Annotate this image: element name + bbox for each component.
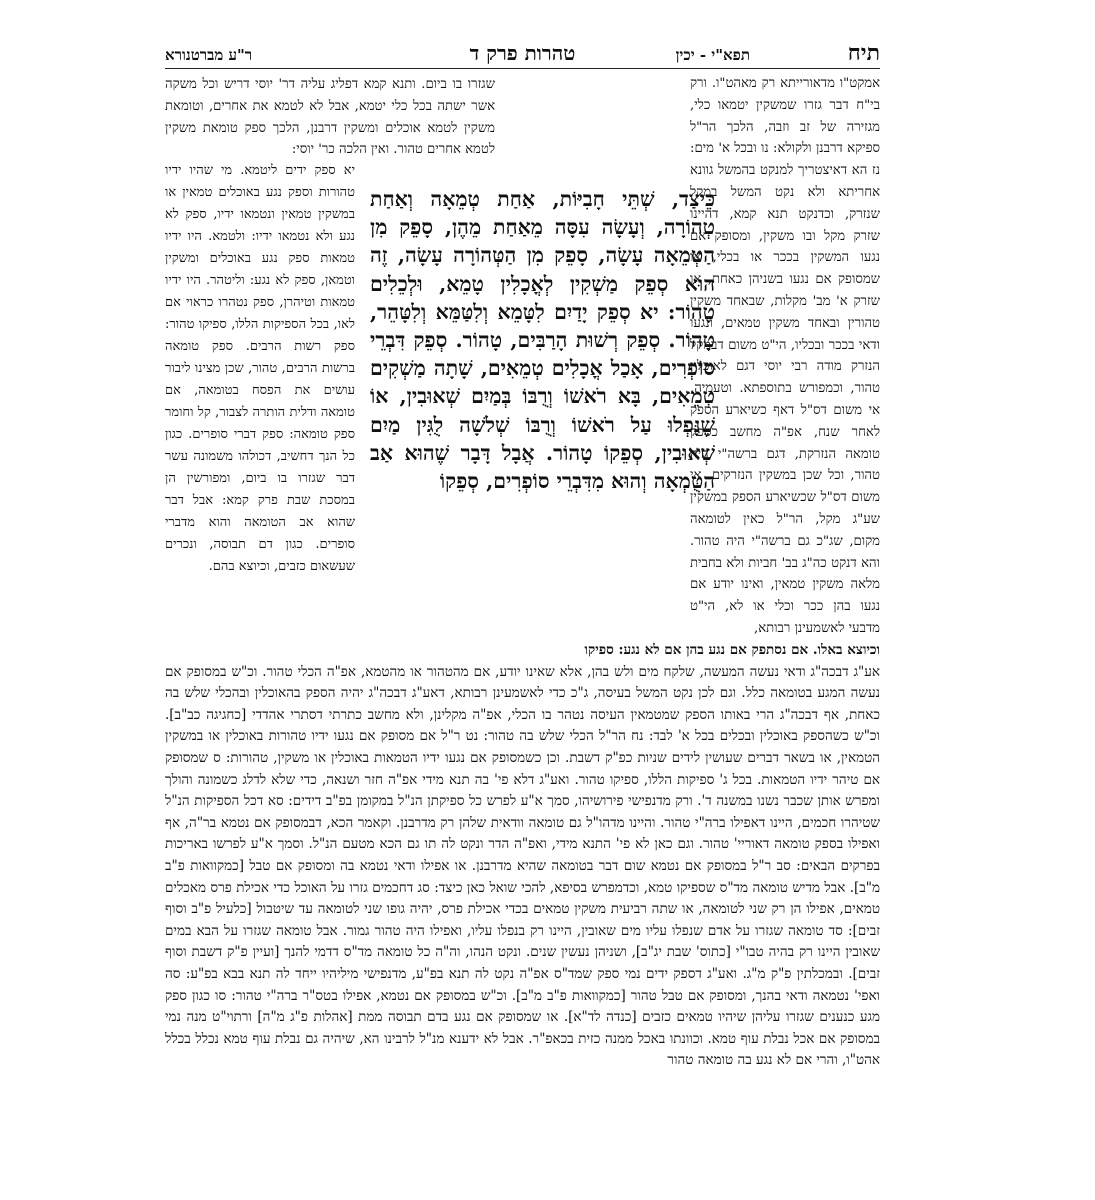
bartenura-commentary-column xyxy=(165,160,355,640)
commentary-left-top-text: שגזרו בו ביום. ותנא קמא דפליג עליה דר' יוסי דריש וכל משקה אשר ישתה בכל כלי יטמא, אבל לא לטמא את אחרים, וטומאת משקין לטמא אוכלים ומשקין דרבנן, הלכך ספק טומאת משקין לטמא אחרים טהור. ואין הלכה כר' יוסי: xyxy=(165,77,495,158)
mishnah-text: כֵּיצַד, שְׁתֵּי חָבִיּוֹת, אַחַת טְמֵאָה וְאַחַת טְהוֹרָה, וְעָשָׂה עִסָּה מֵאַחַת מֵהֶן, סָפֵק מִן הַטְּמֵאָה עָשָׂה, סָפֵק מִן הַטְּהוֹרָה עָשָׂה, זֶה הוּא סְפֵק מַשְׁקִין לְאֳכָלִין טָמֵא, וּלְכֵלִים טָהוֹר: יא סְפֵק יָדַיִם לִטָּמֵא וְלִטַּמֵּא וְלִטָּהֵר, טָהוֹר. סְפֵק רְשׁוּת הָרַבִּים, טָהוֹר. סְפֵק דִּבְרֵי סוֹפְרִים, אָכַל אֳכָלִים טְמֵאִים, שָׁתָה מַשְׁקִים טְמֵאִים, בָּא רֹאשׁוֹ וְרֻבּוֹ בְּמַיִם שְׁאוּבִין, אוֹ שֶׁנָּפְלוּ עַל רֹאשׁוֹ וְרֻבּוֹ שְׁלשָׁה לֻגִּין מַיִם שְׁאוּבִין, סְפֵקוֹ טָהוֹר. אֲבָל דָּבָר שֶׁהוּא אַב הַטֻּמְאָה וְהוּא מִדִּבְרֵי סוֹפְרִים, סְפֵקוֹ xyxy=(370,187,715,494)
header-right-label: תפא"י - יכין xyxy=(675,46,750,64)
page-number: תיח xyxy=(847,40,880,66)
commentary-right-column xyxy=(690,73,880,638)
bottom-intro-line: וכיוצא באלו. אם נסתפק אם נגע בהן אם לא נגע: ספיקו xyxy=(584,642,880,658)
bottom-commentary-text: אע"ג דבכה"ג ודאי נעשה המעשה, שלקח מים ולש בהן, אלא שאינו יודע, אם מהטהור או מהטמא, אפ"ה הכלי טהור. וכ"ש במסופק אם נעשה המגע בטומאה כלל. וגם לכן נקט המשל בעיסה, ג"כ כדי לאשמעינן רבותא, דאע"ג דבכה"ג יהיה הספק בהאוכלין ובהכלי שלש בה כאחת, אף דבכה"ג הרי באותו הספק שמטמאין העיסה נטהר בו הכלי, אפ"ה מקלינן, ולא מחשב כתרתי דסתרי אהדדי [כחגיגה כב"ב]. וכ"ש כשהספק באוכלין ובכלים בכל א' לבד: נח הר"ל הכלי שלש בה טהור: נט ר"ל אם מסופק אם נגעו ידיו טהורות באוכלין או במשקין הטמאין, או בשאר דברים שעושין לידים שניות כפ"ק דשבת. וכן כשמסופק אם נגעו ידיו הטמאות באוכלין או משקין, טהורות: ס שמסופק אם טיהר ידיו הטמאות. בכל ג' ספיקות הללו, ספיקו טהור. ואע"ג דלא פי' בה תנא מידי אפ"ה חזר ושנאה, כדי שלא לדלג כשמונה והולך ומפרש אותן שכבר נשנו במשנה ד'. ורק מדנפישי פירושיהו, סמך א"ע לפרש כל ספיקתן הנ"ל במקומן בפ"ב דידים: סא דכל הספיקות הנ"ל שטיהרו חכמים, היינו דאפילו ברה"י טהור. והיינו מדהו"ל גם טומאה וודאית שלהן רק מדרבנן. וקאמר הכא, דבמסופק אם נטמא בר"ה, אף ואפילו בספק טומאה דאוריי' טהור. וגם כאן לא פי' התנא מידי, ואפ"ה הדר ונקט לה תו גם הכא מטעם הנ"ל. וסמך א"ע לפרשו באריכות בפרקים הבאים: סב ר"ל במסופק אם נטמא שום דבר בטומאה שהיא מדרבנן. או אפילו ודאי נטמא בה ומסופק אם טבל [כמקוואות פ"ב מ"ב]. אבל מדיש טומאה מד"ס שספיקו טמא, וכדמפרש בסיפא, להכי שואל כאן כיצד: סג דחכמים גזרו על האוכל כדי אכילת פרס מאכלים טמאים, אפילו הן רק שני לטומאה, או שתה רביעית משקין טמאים בכדי אכילת פרס, יהיה גופו שני לטומאה עד שיטבול [כלעיל פ"ב וסוף זבים]: סד טומאה שגזרו על אדם שנפלו עליו מים שאובין, היינו רק בנפלו עליו, ואפילו היה טהור גמור. אבל טומאה שגזרו על הבא במים שאובין היינו רק בהיה טבו"י [כתוס' שבת יג"ב], ושניהן נעשין שנים. ונקט הנהו, וה"ה כל טומאה מד"ס דדמי להנך [ועיין פ"ק דשבת וסוף זבים]. ובמכלתין פ"ק מ"ג. ואע"ג דספק ידים נמי ספק שמד"ס אפ"ה נקט לה תנא בפ"ע, מדנפישי מיליהיו ייחד לה תנא בבא בפ"ע: סה ואפי' נטמאה ודאי בהנך, ומסופק אם טבל טהור [כמקוואות פ"ב מ"ב]. וכ"ש במסופק אם נטמא, אפילו בטס"ר ברה"י טהור: סו כגון ספק מגע כנענים שגזרו עליהן שיהיו טמאים כזבים [כנדה לד"א]. או שמסופק אם נגע בדם תבוסה ממת [אהלות פ"ג מ"ה] ורתוי"ט מנה נמי במסופק אם אכל נבלת עוף טמא. וכוונתו באכל ממנה כזית בכאפ"ר. אבל לא ידענא מנ"ל לרבינו הא, שיהיה גם נבלת עוף טמא נכלל בכלל אהט"ו, והרי אם לא נגע בה טומאה טהור xyxy=(165,663,880,1069)
header-left-label: ר"ע מברטנורא xyxy=(165,46,253,64)
header-title: טהרות פרק ד xyxy=(469,41,576,65)
commentary-right-text: אמקט"ו מדאורייתא רק מאהט"ו. ורק בי"ח דבר גזרו שמשקין יטמאו כלי, מגזירה של זב וזבה, הלכך הר"ל ספיקא דרבנן ולקולא: נו ובכל א' מים: נז הא דאיצטריך למנקט בהמשל גוונא אחריתא ולא נקט המשל במקל שנזרק, וכדנקט תנא קמא, דהיינו שזרק מקל ובו משקין, ומסופק אם נגעו המשקין בככר או בכלי, או שמסופק אם נגעו בשניהן כאחת, או שזרק א' מב' מקלות, שבאחד משקין טהורין ובאחד משקין טמאים, ונגעו ודאי בככר ובכליו, הי"ט משום דבמקל הנזרק מודה רבי יוסי דגם לאוכלין טהור, וכמפורש בתוספתא. וטעמיה, אי משום דס"ל דאף כשיארע הספק לאחר שנח, אפ"ה מחשב כספק טומאה הנזרקת, דגם ברשה"י היה טהור, וכל שכן במשקין הנזרקים. אי משום דס"ל שכשיארע הספק במשקין שע"ג מקל, הר"ל כאין לטומאה מקום, שג"כ גם ברשה"י היה טהור. והא דנקט כה"ג בב' חביות ולא בחבית מלאה משקין טמאין, ואינו יודע אם נגעו בהן ככר וכלי או לא, הי"ט מדבעי לאשמעינן רבותא, xyxy=(690,76,880,636)
header-rule xyxy=(165,68,880,69)
bottom-commentary-block xyxy=(165,640,880,1180)
commentary-left-top xyxy=(165,74,495,174)
bartenura-commentary-text: יא ספק ידים ליטמא. מי שהיו ידיו טהורות וספק נגע באוכלים טמאין או במשקין טמאין ונטמאו ידיו, ספק לא נגע ולא נטמאו ידיו: ולטמא. היו ידיו טמאות ספק נגע באוכלים ומשקין וטמאן, ספק לא נגע: וליטהר. היו ידיו טמאות וטיהרן, ספק נטהרו כראוי אם לאו, בכל הספיקות הללו, ספיקו טהור: ספק רשות הרבים. ספק טומאה ברשות הרבים, טהור, שכן מצינו ליבור עושים את הפסח בטומאה, אם טומאה ודלית הותרה לצבור, קל וחומר ספק טומאה: ספק דברי סופרים. כגון כל הנך דחשיב, דכולהו משמונה עשר דבר שגזרו בו ביום, ומפורשין הן במסכת שבת פרק קמא: אבל דבר שהוא אב הטומאה והוא מדברי סופרים. כגון דם תבוסה, ונכרים שעשאום כזבים, וכיוצא בהם. xyxy=(165,163,355,574)
mishnah-text-block xyxy=(370,185,715,635)
page-header xyxy=(165,38,880,68)
